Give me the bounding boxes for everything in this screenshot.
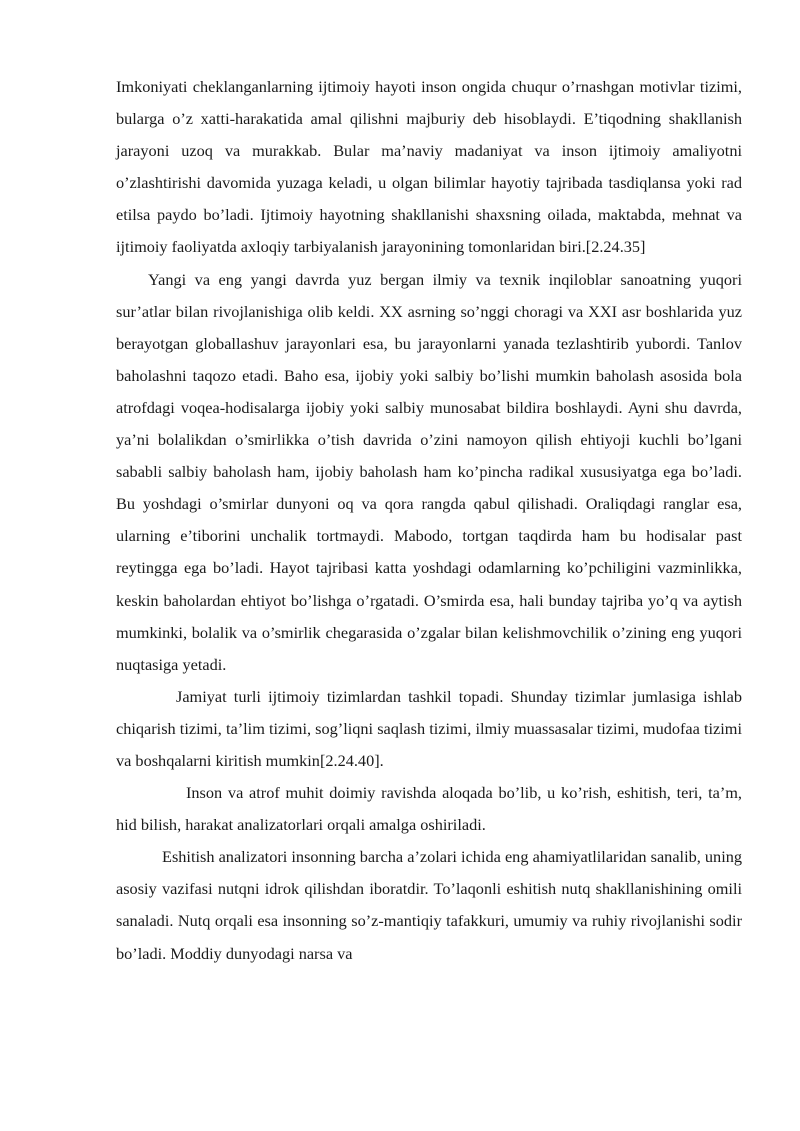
- paragraph-5: Eshitish analizatori insonning barcha a’zolari ichida eng ahamiyatlilaridan sanalib, uning asosiy vazifasi nutqni idrok qilishdan iboratdir. To’laqonli eshitish nutq shakllanishining omili sanaladi. Nutq orqali esa insonning so’z-mantiqiy tafakkuri, umumiy va ruhiy rivojlanishi sodir bo’ladi. Moddiy dunyodagi narsa va: [116, 847, 742, 963]
- paragraph-4: Inson va atrof muhit doimiy ravishda aloqada bo’lib, u ko’rish, eshitish, teri, ta’m, hid bilish, harakat analizatorlari orqali amalga oshiriladi.: [116, 783, 742, 835]
- paragraph-2: Yangi va eng yangi davrda yuz bergan ilmiy va texnik inqiloblar sanoatning yuqori sur’atlar bilan rivojlanishiga olib keldi. XX asrning so’nggi choragi va XXI asr boshlarida yuz berayotgan globallashuv jarayonlari esa, bu jarayonlarni yanada tezlashtirib yubordi. Tanlov baholashni taqozo etadi. Baho esa, ijobiy yoki salbiy bo’lishi mumkin baholash asosida bola atrofdagi voqea-hodisalarga ijobiy yoki salbiy munosabat bildira boshlaydi. Ayni shu davrda, ya’ni bolalikdan o’smirlikka o’tish davrida o’zini namoyon qilish ehtiyoji kuchli bo’lgani sababli salbiy baholash ham, ijobiy baholash ham ko’pincha radikal xususiyatga ega bo’ladi. Bu yoshdagi o’smirlar dunyoni oq va qora rangda qabul qilishadi. Oraliqdagi ranglar esa, ularning e’tiborini unchalik tortmaydi. Mabodo, tortgan taqdirda ham bu hodisalar past reytingga ega bo’ladi. Hayot tajribasi katta yoshdagi odamlarning ko’pchiligini vazminlikka, keskin baholardan ehtiyot bo’lishga o’rgatadi. O’smirda esa, hali bunday tajriba yo’q va aytish mumkinki, bolalik va o’smirlik chegarasida o’zgalar bilan kelishmovchilik o’zining eng yuqori nuqtasiga yetadi.: [116, 269, 742, 674]
- document-body: [116, 71, 742, 970]
- paragraph-1: Imkoniyati cheklanganlarning ijtimoiy hayoti inson ongida chuqur o’rnashgan motivlar tizimi, bularga o’z xatti-harakatida amal qilishni majburiy deb hisoblaydi. E’tiqodning shakllanish jarayoni uzoq va murakkab. Bular ma’naviy madaniyat va inson ijtimoiy amaliyotni o’zlashtirishi davomida yuzaga keladi, u olgan bilimlar hayotiy tajribada tasdiqlansa yoki rad etilsa paydo bo’ladi. Ijtimoiy hayotning shakllanishi shaxsning oilada, maktabda, mehnat va ijtimoiy faoliyatda axloqiy tarbiyalanish jarayonining tomonlaridan biri.[2.24.35]: [116, 77, 742, 257]
- paragraph-3: Jamiyat turli ijtimoiy tizimlardan tashkil topadi. Shunday tizimlar jumlasiga ishlab chiqarish tizimi, ta’lim tizimi, sog’liqni saqlash tizimi, ilmiy muassasalar tizimi, mudofaa tizimi va boshqalarni kiritish mumkin[2.24.40].: [116, 686, 742, 770]
